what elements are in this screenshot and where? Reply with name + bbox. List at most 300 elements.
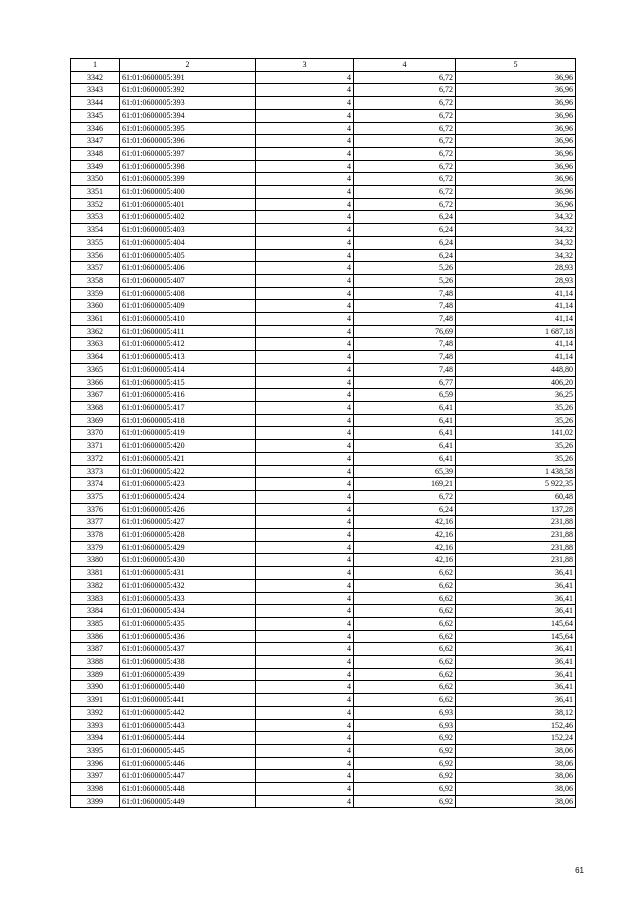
col4-cell: 6,72 xyxy=(354,135,456,148)
table-row xyxy=(71,135,576,148)
col5-cell: 36,96 xyxy=(456,84,576,97)
col4-cell: 6,72 xyxy=(354,84,456,97)
table-row xyxy=(71,173,576,186)
col4-cell: 6,41 xyxy=(354,401,456,414)
col4-cell: 7,48 xyxy=(354,363,456,376)
row-number-cell: 3372 xyxy=(71,452,120,465)
col3-cell: 4 xyxy=(256,414,354,427)
cadastral-number-cell: 61:01:0600005:441 xyxy=(120,694,256,707)
col5-cell: 36,41 xyxy=(456,605,576,618)
cadastral-number-cell: 61:01:0600005:411 xyxy=(120,325,256,338)
col5-cell: 36,96 xyxy=(456,71,576,84)
col3-cell: 4 xyxy=(256,668,354,681)
table-row xyxy=(71,744,576,757)
page-number: 61 xyxy=(575,866,584,875)
row-number-cell: 3344 xyxy=(71,97,120,110)
col3-cell: 4 xyxy=(256,376,354,389)
header-cell-5: 5 xyxy=(456,59,576,72)
col4-cell: 42,16 xyxy=(354,529,456,542)
cadastral-number-cell: 61:01:0600005:397 xyxy=(120,147,256,160)
cadastral-number-cell: 61:01:0600005:396 xyxy=(120,135,256,148)
col3-cell: 4 xyxy=(256,554,354,567)
cadastral-number-cell: 61:01:0600005:432 xyxy=(120,579,256,592)
table-row xyxy=(71,732,576,745)
col4-cell: 6,62 xyxy=(354,592,456,605)
col5-cell: 36,96 xyxy=(456,122,576,135)
table-row xyxy=(71,338,576,351)
col4-cell: 6,62 xyxy=(354,567,456,580)
row-number-cell: 3349 xyxy=(71,160,120,173)
header-row xyxy=(71,59,576,72)
table-row xyxy=(71,643,576,656)
col3-cell: 4 xyxy=(256,617,354,630)
cadastral-number-cell: 61:01:0600005:416 xyxy=(120,389,256,402)
row-number-cell: 3351 xyxy=(71,186,120,199)
col5-cell: 36,41 xyxy=(456,656,576,669)
col5-cell: 152,46 xyxy=(456,719,576,732)
col4-cell: 7,48 xyxy=(354,300,456,313)
col5-cell: 36,96 xyxy=(456,135,576,148)
row-number-cell: 3342 xyxy=(71,71,120,84)
cadastral-number-cell: 61:01:0600005:443 xyxy=(120,719,256,732)
col5-cell: 36,41 xyxy=(456,592,576,605)
col4-cell: 7,48 xyxy=(354,313,456,326)
cadastral-number-cell: 61:01:0600005:409 xyxy=(120,300,256,313)
col5-cell: 34,32 xyxy=(456,224,576,237)
col3-cell: 4 xyxy=(256,719,354,732)
row-number-cell: 3365 xyxy=(71,363,120,376)
col3-cell: 4 xyxy=(256,732,354,745)
col3-cell: 4 xyxy=(256,147,354,160)
row-number-cell: 3359 xyxy=(71,287,120,300)
cadastral-number-cell: 61:01:0600005:407 xyxy=(120,274,256,287)
col3-cell: 4 xyxy=(256,300,354,313)
col3-cell: 4 xyxy=(256,186,354,199)
col4-cell: 6,72 xyxy=(354,186,456,199)
row-number-cell: 3346 xyxy=(71,122,120,135)
cadastral-number-cell: 61:01:0600005:398 xyxy=(120,160,256,173)
col5-cell: 35,26 xyxy=(456,401,576,414)
col3-cell: 4 xyxy=(256,795,354,808)
row-number-cell: 3354 xyxy=(71,224,120,237)
col4-cell: 6,24 xyxy=(354,224,456,237)
header-cell-1: 1 xyxy=(71,59,120,72)
col5-cell: 28,93 xyxy=(456,274,576,287)
table-row xyxy=(71,97,576,110)
row-number-cell: 3397 xyxy=(71,770,120,783)
table-row xyxy=(71,579,576,592)
col5-cell: 38,12 xyxy=(456,706,576,719)
row-number-cell: 3393 xyxy=(71,719,120,732)
cadastral-number-cell: 61:01:0600005:433 xyxy=(120,592,256,605)
row-number-cell: 3356 xyxy=(71,249,120,262)
row-number-cell: 3374 xyxy=(71,478,120,491)
col4-cell: 6,24 xyxy=(354,236,456,249)
row-number-cell: 3362 xyxy=(71,325,120,338)
header-cell-3: 3 xyxy=(256,59,354,72)
col3-cell: 4 xyxy=(256,694,354,707)
col5-cell: 152,24 xyxy=(456,732,576,745)
row-number-cell: 3377 xyxy=(71,516,120,529)
col4-cell: 6,72 xyxy=(354,147,456,160)
col3-cell: 4 xyxy=(256,122,354,135)
col3-cell: 4 xyxy=(256,173,354,186)
col4-cell: 6,62 xyxy=(354,630,456,643)
col4-cell: 6,92 xyxy=(354,770,456,783)
col4-cell: 6,92 xyxy=(354,757,456,770)
col3-cell: 4 xyxy=(256,770,354,783)
cadastral-number-cell: 61:01:0600005:391 xyxy=(120,71,256,84)
cadastral-number-cell: 61:01:0600005:422 xyxy=(120,465,256,478)
col4-cell: 5,26 xyxy=(354,274,456,287)
col4-cell: 6,62 xyxy=(354,668,456,681)
col5-cell: 41,14 xyxy=(456,338,576,351)
col4-cell: 5,26 xyxy=(354,262,456,275)
col5-cell: 36,96 xyxy=(456,173,576,186)
col5-cell: 60,48 xyxy=(456,490,576,503)
row-number-cell: 3368 xyxy=(71,401,120,414)
cadastral-number-cell: 61:01:0600005:440 xyxy=(120,681,256,694)
col5-cell: 36,41 xyxy=(456,643,576,656)
col5-cell: 38,06 xyxy=(456,757,576,770)
col4-cell: 6,72 xyxy=(354,173,456,186)
col3-cell: 4 xyxy=(256,529,354,542)
col5-cell: 28,93 xyxy=(456,262,576,275)
col3-cell: 4 xyxy=(256,338,354,351)
table-row xyxy=(71,783,576,796)
col5-cell: 41,14 xyxy=(456,287,576,300)
row-number-cell: 3378 xyxy=(71,529,120,542)
col4-cell: 6,92 xyxy=(354,744,456,757)
col5-cell: 141,02 xyxy=(456,427,576,440)
row-number-cell: 3376 xyxy=(71,503,120,516)
cadastral-number-cell: 61:01:0600005:424 xyxy=(120,490,256,503)
col4-cell: 6,72 xyxy=(354,122,456,135)
col4-cell: 6,24 xyxy=(354,249,456,262)
table-row xyxy=(71,605,576,618)
col3-cell: 4 xyxy=(256,262,354,275)
table-row xyxy=(71,668,576,681)
col5-cell: 1 438,58 xyxy=(456,465,576,478)
col5-cell: 36,96 xyxy=(456,186,576,199)
col5-cell: 5 922,35 xyxy=(456,478,576,491)
cadastral-number-cell: 61:01:0600005:429 xyxy=(120,541,256,554)
cadastral-number-cell: 61:01:0600005:447 xyxy=(120,770,256,783)
table-row xyxy=(71,414,576,427)
col3-cell: 4 xyxy=(256,71,354,84)
col4-cell: 42,16 xyxy=(354,554,456,567)
cadastral-number-cell: 61:01:0600005:434 xyxy=(120,605,256,618)
col3-cell: 4 xyxy=(256,516,354,529)
table-row xyxy=(71,249,576,262)
row-number-cell: 3358 xyxy=(71,274,120,287)
table-row xyxy=(71,554,576,567)
col3-cell: 4 xyxy=(256,363,354,376)
row-number-cell: 3371 xyxy=(71,440,120,453)
cadastral-number-cell: 61:01:0600005:437 xyxy=(120,643,256,656)
col3-cell: 4 xyxy=(256,541,354,554)
cadastral-number-cell: 61:01:0600005:401 xyxy=(120,198,256,211)
col5-cell: 406,20 xyxy=(456,376,576,389)
col4-cell: 6,92 xyxy=(354,783,456,796)
col5-cell: 38,06 xyxy=(456,795,576,808)
table-row xyxy=(71,465,576,478)
col5-cell: 231,88 xyxy=(456,516,576,529)
table-row xyxy=(71,313,576,326)
col4-cell: 6,62 xyxy=(354,694,456,707)
table-row xyxy=(71,224,576,237)
col5-cell: 38,06 xyxy=(456,744,576,757)
cadastral-number-cell: 61:01:0600005:435 xyxy=(120,617,256,630)
row-number-cell: 3399 xyxy=(71,795,120,808)
row-number-cell: 3367 xyxy=(71,389,120,402)
col5-cell: 448,80 xyxy=(456,363,576,376)
cadastral-number-cell: 61:01:0600005:415 xyxy=(120,376,256,389)
row-number-cell: 3369 xyxy=(71,414,120,427)
col3-cell: 4 xyxy=(256,211,354,224)
table-row xyxy=(71,376,576,389)
col3-cell: 4 xyxy=(256,135,354,148)
col4-cell: 6,93 xyxy=(354,706,456,719)
col3-cell: 4 xyxy=(256,313,354,326)
row-number-cell: 3398 xyxy=(71,783,120,796)
header-cell-2: 2 xyxy=(120,59,256,72)
col5-cell: 145,64 xyxy=(456,617,576,630)
cadastral-number-cell: 61:01:0600005:446 xyxy=(120,757,256,770)
col4-cell: 6,62 xyxy=(354,643,456,656)
cadastral-number-cell: 61:01:0600005:408 xyxy=(120,287,256,300)
table-row xyxy=(71,656,576,669)
col4-cell: 6,92 xyxy=(354,795,456,808)
cadastral-number-cell: 61:01:0600005:414 xyxy=(120,363,256,376)
row-number-cell: 3388 xyxy=(71,656,120,669)
cadastral-number-cell: 61:01:0600005:394 xyxy=(120,109,256,122)
cadastral-number-cell: 61:01:0600005:404 xyxy=(120,236,256,249)
cadastral-number-cell: 61:01:0600005:410 xyxy=(120,313,256,326)
col4-cell: 7,48 xyxy=(354,351,456,364)
col4-cell: 6,72 xyxy=(354,109,456,122)
table-row xyxy=(71,211,576,224)
row-number-cell: 3390 xyxy=(71,681,120,694)
row-number-cell: 3385 xyxy=(71,617,120,630)
col5-cell: 36,41 xyxy=(456,579,576,592)
table-row xyxy=(71,630,576,643)
col4-cell: 76,69 xyxy=(354,325,456,338)
row-number-cell: 3387 xyxy=(71,643,120,656)
cadastral-number-cell: 61:01:0600005:403 xyxy=(120,224,256,237)
col5-cell: 36,96 xyxy=(456,109,576,122)
table-row xyxy=(71,770,576,783)
table-row xyxy=(71,186,576,199)
cadastral-number-cell: 61:01:0600005:421 xyxy=(120,452,256,465)
table-row xyxy=(71,529,576,542)
table-row xyxy=(71,452,576,465)
table-row xyxy=(71,440,576,453)
table-row xyxy=(71,122,576,135)
col5-cell: 34,32 xyxy=(456,236,576,249)
col3-cell: 4 xyxy=(256,490,354,503)
col5-cell: 231,88 xyxy=(456,554,576,567)
col5-cell: 231,88 xyxy=(456,529,576,542)
row-number-cell: 3384 xyxy=(71,605,120,618)
cadastral-number-cell: 61:01:0600005:393 xyxy=(120,97,256,110)
row-number-cell: 3363 xyxy=(71,338,120,351)
table-row xyxy=(71,389,576,402)
cadastral-number-cell: 61:01:0600005:445 xyxy=(120,744,256,757)
table-row xyxy=(71,274,576,287)
col5-cell: 35,26 xyxy=(456,452,576,465)
col4-cell: 6,41 xyxy=(354,427,456,440)
table-row xyxy=(71,363,576,376)
cadastral-number-cell: 61:01:0600005:395 xyxy=(120,122,256,135)
row-number-cell: 3379 xyxy=(71,541,120,554)
table-row xyxy=(71,198,576,211)
cadastral-number-cell: 61:01:0600005:444 xyxy=(120,732,256,745)
table-row xyxy=(71,351,576,364)
col3-cell: 4 xyxy=(256,643,354,656)
cadastral-number-cell: 61:01:0600005:427 xyxy=(120,516,256,529)
col5-cell: 36,96 xyxy=(456,97,576,110)
col4-cell: 7,48 xyxy=(354,338,456,351)
row-number-cell: 3383 xyxy=(71,592,120,605)
cadastral-number-cell: 61:01:0600005:430 xyxy=(120,554,256,567)
table-row xyxy=(71,617,576,630)
col4-cell: 6,72 xyxy=(354,490,456,503)
col4-cell: 6,72 xyxy=(354,97,456,110)
col5-cell: 38,06 xyxy=(456,770,576,783)
row-number-cell: 3370 xyxy=(71,427,120,440)
col4-cell: 6,77 xyxy=(354,376,456,389)
table-row xyxy=(71,325,576,338)
col5-cell: 41,14 xyxy=(456,313,576,326)
table-row xyxy=(71,681,576,694)
col3-cell: 4 xyxy=(256,744,354,757)
table-row xyxy=(71,490,576,503)
cadastral-number-cell: 61:01:0600005:417 xyxy=(120,401,256,414)
col3-cell: 4 xyxy=(256,567,354,580)
col3-cell: 4 xyxy=(256,249,354,262)
col4-cell: 6,72 xyxy=(354,198,456,211)
cadastral-number-cell: 61:01:0600005:442 xyxy=(120,706,256,719)
cadastral-number-cell: 61:01:0600005:399 xyxy=(120,173,256,186)
cadastral-number-cell: 61:01:0600005:438 xyxy=(120,656,256,669)
cadastral-number-cell: 61:01:0600005:413 xyxy=(120,351,256,364)
col3-cell: 4 xyxy=(256,97,354,110)
row-number-cell: 3394 xyxy=(71,732,120,745)
col3-cell: 4 xyxy=(256,84,354,97)
col3-cell: 4 xyxy=(256,401,354,414)
header-cell-4: 4 xyxy=(354,59,456,72)
cadastral-number-cell: 61:01:0600005:439 xyxy=(120,668,256,681)
cadastral-number-cell: 61:01:0600005:448 xyxy=(120,783,256,796)
table-row xyxy=(71,694,576,707)
col3-cell: 4 xyxy=(256,198,354,211)
cadastral-number-cell: 61:01:0600005:426 xyxy=(120,503,256,516)
col4-cell: 65,39 xyxy=(354,465,456,478)
row-number-cell: 3352 xyxy=(71,198,120,211)
col4-cell: 6,41 xyxy=(354,440,456,453)
col5-cell: 231,88 xyxy=(456,541,576,554)
col5-cell: 35,26 xyxy=(456,414,576,427)
col4-cell: 7,48 xyxy=(354,287,456,300)
table-row xyxy=(71,109,576,122)
table-row xyxy=(71,147,576,160)
col4-cell: 6,92 xyxy=(354,732,456,745)
col4-cell: 169,21 xyxy=(354,478,456,491)
row-number-cell: 3357 xyxy=(71,262,120,275)
col3-cell: 4 xyxy=(256,579,354,592)
row-number-cell: 3391 xyxy=(71,694,120,707)
cadastral-number-cell: 61:01:0600005:406 xyxy=(120,262,256,275)
col5-cell: 36,41 xyxy=(456,668,576,681)
col5-cell: 41,14 xyxy=(456,351,576,364)
col3-cell: 4 xyxy=(256,465,354,478)
cadastral-number-cell: 61:01:0600005:405 xyxy=(120,249,256,262)
table-row xyxy=(71,757,576,770)
col3-cell: 4 xyxy=(256,630,354,643)
row-number-cell: 3381 xyxy=(71,567,120,580)
row-number-cell: 3396 xyxy=(71,757,120,770)
table-row xyxy=(71,719,576,732)
table-row xyxy=(71,300,576,313)
col5-cell: 137,28 xyxy=(456,503,576,516)
row-number-cell: 3361 xyxy=(71,313,120,326)
cadastral-number-cell: 61:01:0600005:419 xyxy=(120,427,256,440)
table-row xyxy=(71,401,576,414)
col4-cell: 6,62 xyxy=(354,605,456,618)
col4-cell: 6,62 xyxy=(354,617,456,630)
table-row xyxy=(71,71,576,84)
col3-cell: 4 xyxy=(256,440,354,453)
col3-cell: 4 xyxy=(256,592,354,605)
col3-cell: 4 xyxy=(256,325,354,338)
table-row xyxy=(71,236,576,249)
row-number-cell: 3347 xyxy=(71,135,120,148)
cadastral-number-cell: 61:01:0600005:392 xyxy=(120,84,256,97)
row-number-cell: 3395 xyxy=(71,744,120,757)
cadastral-number-cell: 61:01:0600005:420 xyxy=(120,440,256,453)
table-row xyxy=(71,478,576,491)
row-number-cell: 3360 xyxy=(71,300,120,313)
table-row xyxy=(71,795,576,808)
col3-cell: 4 xyxy=(256,656,354,669)
col4-cell: 42,16 xyxy=(354,541,456,554)
col4-cell: 6,62 xyxy=(354,681,456,694)
col5-cell: 41,14 xyxy=(456,300,576,313)
table-row xyxy=(71,516,576,529)
col5-cell: 145,64 xyxy=(456,630,576,643)
col5-cell: 36,25 xyxy=(456,389,576,402)
cadastral-number-cell: 61:01:0600005:423 xyxy=(120,478,256,491)
row-number-cell: 3364 xyxy=(71,351,120,364)
table-row xyxy=(71,503,576,516)
row-number-cell: 3389 xyxy=(71,668,120,681)
col3-cell: 4 xyxy=(256,427,354,440)
cadastral-number-cell: 61:01:0600005:428 xyxy=(120,529,256,542)
row-number-cell: 3355 xyxy=(71,236,120,249)
col4-cell: 6,62 xyxy=(354,656,456,669)
cadastral-number-cell: 61:01:0600005:436 xyxy=(120,630,256,643)
row-number-cell: 3380 xyxy=(71,554,120,567)
col4-cell: 6,41 xyxy=(354,452,456,465)
col3-cell: 4 xyxy=(256,236,354,249)
table-body xyxy=(71,71,576,808)
row-number-cell: 3348 xyxy=(71,147,120,160)
col4-cell: 6,41 xyxy=(354,414,456,427)
cadastral-number-cell: 61:01:0600005:418 xyxy=(120,414,256,427)
table-row xyxy=(71,427,576,440)
table-header xyxy=(71,59,576,72)
